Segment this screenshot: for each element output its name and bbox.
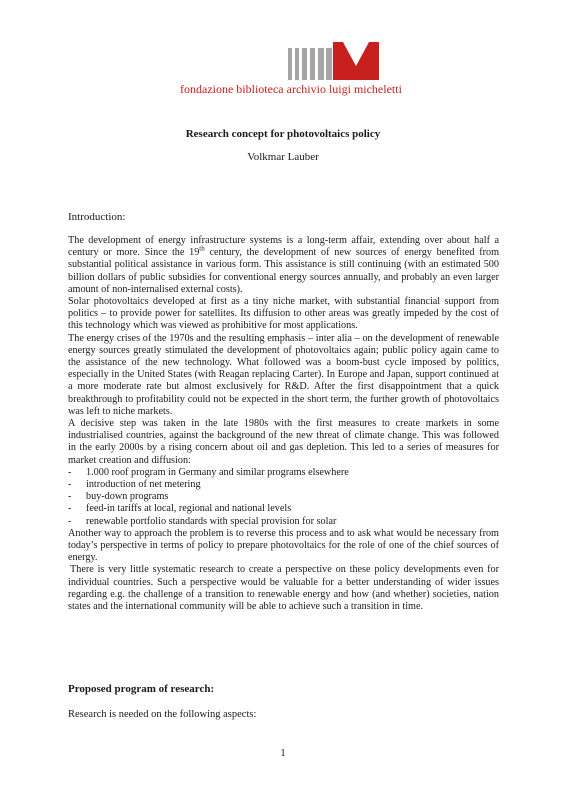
paragraph-1: The development of energy infrastructure systems is a long-term affair, extending over about half a century or more. Since the 19th century, the development of new sources of energy benefited from substantial political assistance in various form. This assistance is still continuing (with an estimated 500 billion dollars of public subsidies for conventional energy sources annually, and probably an even larger amount of non-internalised external costs). xyxy=(68,235,500,295)
logo-mark xyxy=(288,42,378,82)
logo-text: fondazione biblioteca archivio luigi micheletti xyxy=(180,82,402,96)
foundation-logo xyxy=(180,42,400,94)
list-item: - introduction of net metering xyxy=(68,479,499,491)
page-number: 1 xyxy=(280,748,286,759)
author-name: Volkmar Lauber xyxy=(247,151,319,163)
paragraph-5: Another way to approach the problem is to reverse this process and to ask what would be necessary from today’s perspective in terms of policy to prepare photovoltaics for the role of one of the chief sources of energy. xyxy=(68,527,499,564)
paragraph-4: A decisive step was taken in the late 1980s with the first measures to create markets in some industrialised countries, against the background of the new threat of climate change. This was followed in the early 2000s by a rising concern about oil and gas depletion. This led to a series of measures for market creation and diffusion: xyxy=(68,418,499,466)
research-intro-line: Research is needed on the following aspects: xyxy=(68,709,257,720)
section-heading: Proposed program of research: xyxy=(68,683,215,695)
intro-heading: Introduction: xyxy=(68,211,126,223)
body-text xyxy=(68,235,499,613)
paragraph-3: The energy crises of the 1970s and the resulting emphasis – inter alia – on the development of renewable energy sources greatly stimulated the development of photovoltaics again; public policy again came to the assistance of the new technology. What followed was a boom-bust cycle imposed by politics, especially in the United States (with Reagan replacing Carter). In Europe and Japan, support continued at a more moderate rate but almost exclusively for R&D. After the first disappointment that a quick breakthrough to profitability could not be expected in the short term, the further growth of photovoltaics was left to niche markets. xyxy=(68,332,499,417)
paragraph-2: Solar photovoltaics developed at first as a tiny niche market, with substantial financial support from politics – to provide power for satellites. Its diffusion to other areas was greatly impeded by the cost of this technology which was viewed as prohibitive for most applications. xyxy=(68,296,499,332)
paragraph-6: There is very little systematic research to create a perspective on these policy developments even for individual countries. Such a perspective would be valuable for a better understanding of wider issues regarding e.g. the challenge of a transition to renewable energy and how (and whether) societies, nation states and the international community will be able to achieve such a transition in time. xyxy=(68,564,499,613)
list-item: - buy-down programs xyxy=(68,491,499,503)
list-item: - 1.000 roof program in Germany and similar programs elsewhere xyxy=(68,467,499,479)
list-item: - renewable portfolio standards with special provision for solar xyxy=(68,516,499,528)
measures-list xyxy=(68,467,499,528)
document-title: Research concept for photovoltaics policy xyxy=(185,128,381,140)
list-item: - feed-in tariffs at local, regional and national levels xyxy=(68,503,499,515)
